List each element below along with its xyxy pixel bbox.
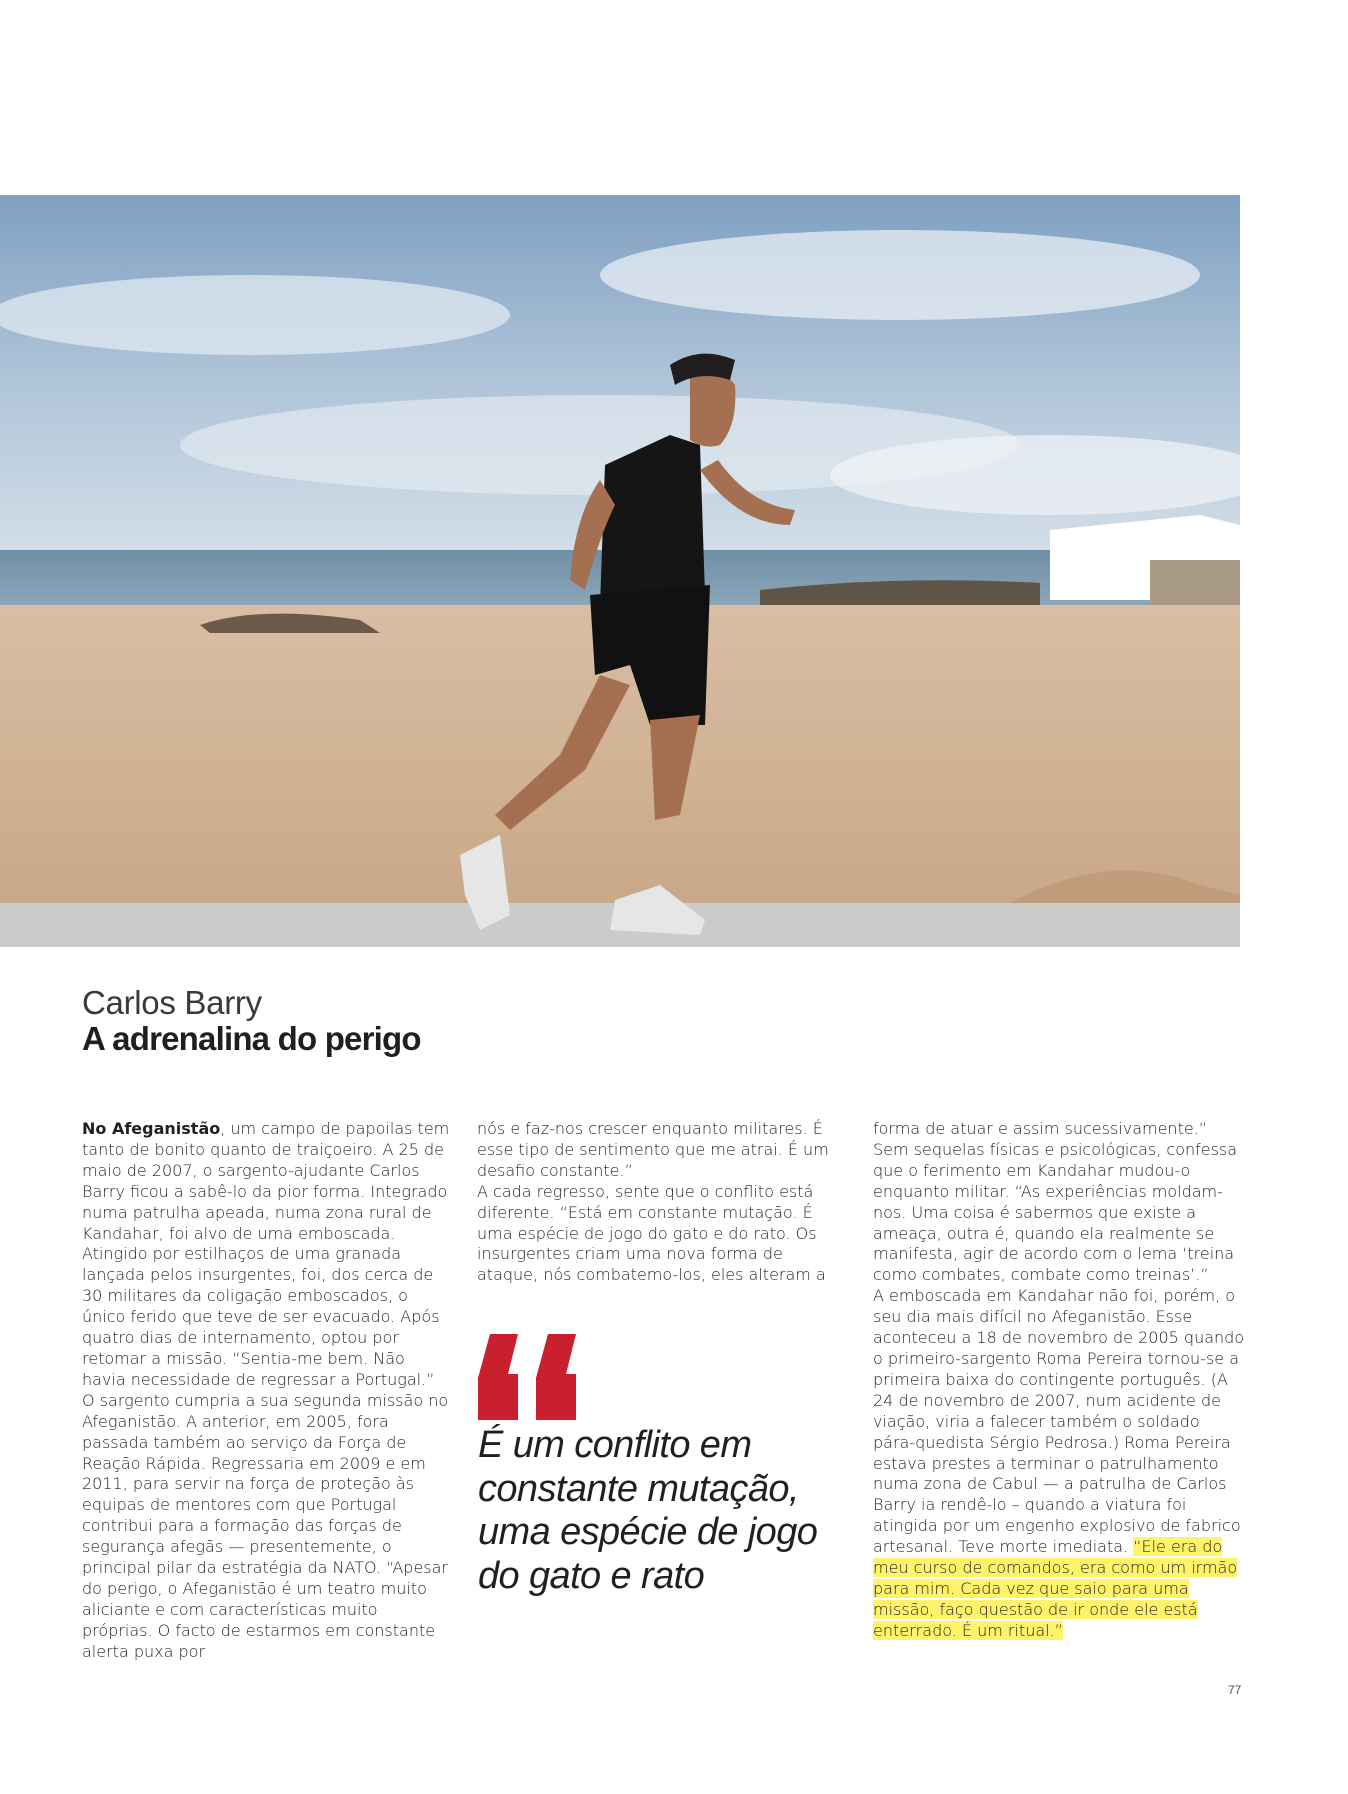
article-kicker: Carlos Barry xyxy=(82,984,262,1021)
body-text: A emboscada em Kandahar não foi, porém, o seu dia mais difícil no Afeganistão. Esse aconteceu a 18 de novembro de 2005 quando o primeiro-sargento Roma Pereira tornou-se a primeira baixa do contingente português. (A 24 de novembro de 2007, num acidente de viação, viria a falecer também o soldado pára-quedista Sérgio Pedrosa.) Roma Pereira estava prestes a terminar o patrulhamento numa zona de Cabul — a patrulha de Carlos Barry ia rendê-lo – quando a viatura foi atingida por um engenho explosivo de fabrico artesanal. Teve morte imediata. xyxy=(873,1286,1245,1557)
body-column-3 xyxy=(873,1119,1245,1642)
quote-mark-icon xyxy=(478,1334,576,1425)
body-column-1 xyxy=(82,1119,452,1663)
highlighted-quote: “Ele era do meu curso de comandos, era como um irmão para mim. Cada vez que saio para uma missão, faço questão de ir onde ele está enterrado. É um ritual.” xyxy=(873,1537,1238,1640)
body-paragraph: forma de atuar e assim sucessivamente.” Sem sequelas físicas e psicológicas, confessa que o ferimento em Kandahar mudou-o enquanto militar. “As experiências moldam-nos. Uma coisa é sabermos que existe a ameaça, outra é, quando ela realmente se manifesta, agir de acordo com o lema ‘treina como combates, combate como treinas’.” xyxy=(873,1119,1238,1285)
hero-photo xyxy=(0,195,1240,947)
page-number: 77 xyxy=(1228,1683,1242,1697)
body-paragraph: O sargento cumpria a sua segunda missão no Afeganistão. A anterior, em 2005, fora passada também ao serviço da Força de Reação Rápida. Regressaria em 2009 e em 2011, para servir na força de proteção às equipas de mentores com que Portugal contribui para a formação das forças de segurança afegãs — presentemente, o principal pilar da estratégia da NATO. “Apesar do perigo, o Afeganistão é um teatro muito aliciante e com características muito próprias. O facto de estarmos em constante alerta puxa por xyxy=(82,1390,449,1661)
body-paragraph xyxy=(873,1286,1245,1641)
body-text: , um campo de papoilas tem tanto de bonito quanto de traiçoeiro. A 25 de maio de 2007, o sargento-ajudante Carlos Barry ficou a sabê-lo da pior forma. Integrado numa patrulha apeada, numa zona rural de Kandahar, foi alvo de uma emboscada. Atingido por estilhaços de uma granada lançada pelos insurgentes, foi, dos cerca de 30 militares da coligação emboscados, o único ferido que teve de ser evacuado. Após quatro dias de internamento, optou por retomar a missão. “Sentia-me bem. Não havia necessidade de regressar a Portugal.” xyxy=(82,1119,450,1389)
pull-quote: É um conflito em constante mutação, uma espécie de jogo do gato e rato xyxy=(478,1424,818,1597)
body-paragraph xyxy=(82,1119,452,1391)
lead-in: No Afeganistão xyxy=(82,1119,221,1138)
body-paragraph: A cada regresso, sente que o conflito está diferente. “Está em constante mutação. É uma espécie de jogo do gato e do rato. Os insurgentes criam uma nova forma de ataque, nós combatemo-los, eles alteram a xyxy=(477,1181,826,1285)
article-headline: A adrenalina do perigo xyxy=(82,1020,421,1057)
body-column-2 xyxy=(477,1119,849,1286)
body-paragraph: nós e faz-nos crescer enquanto militares. É esse tipo de sentimento que me atrai. É um desafio constante.” xyxy=(477,1119,829,1180)
